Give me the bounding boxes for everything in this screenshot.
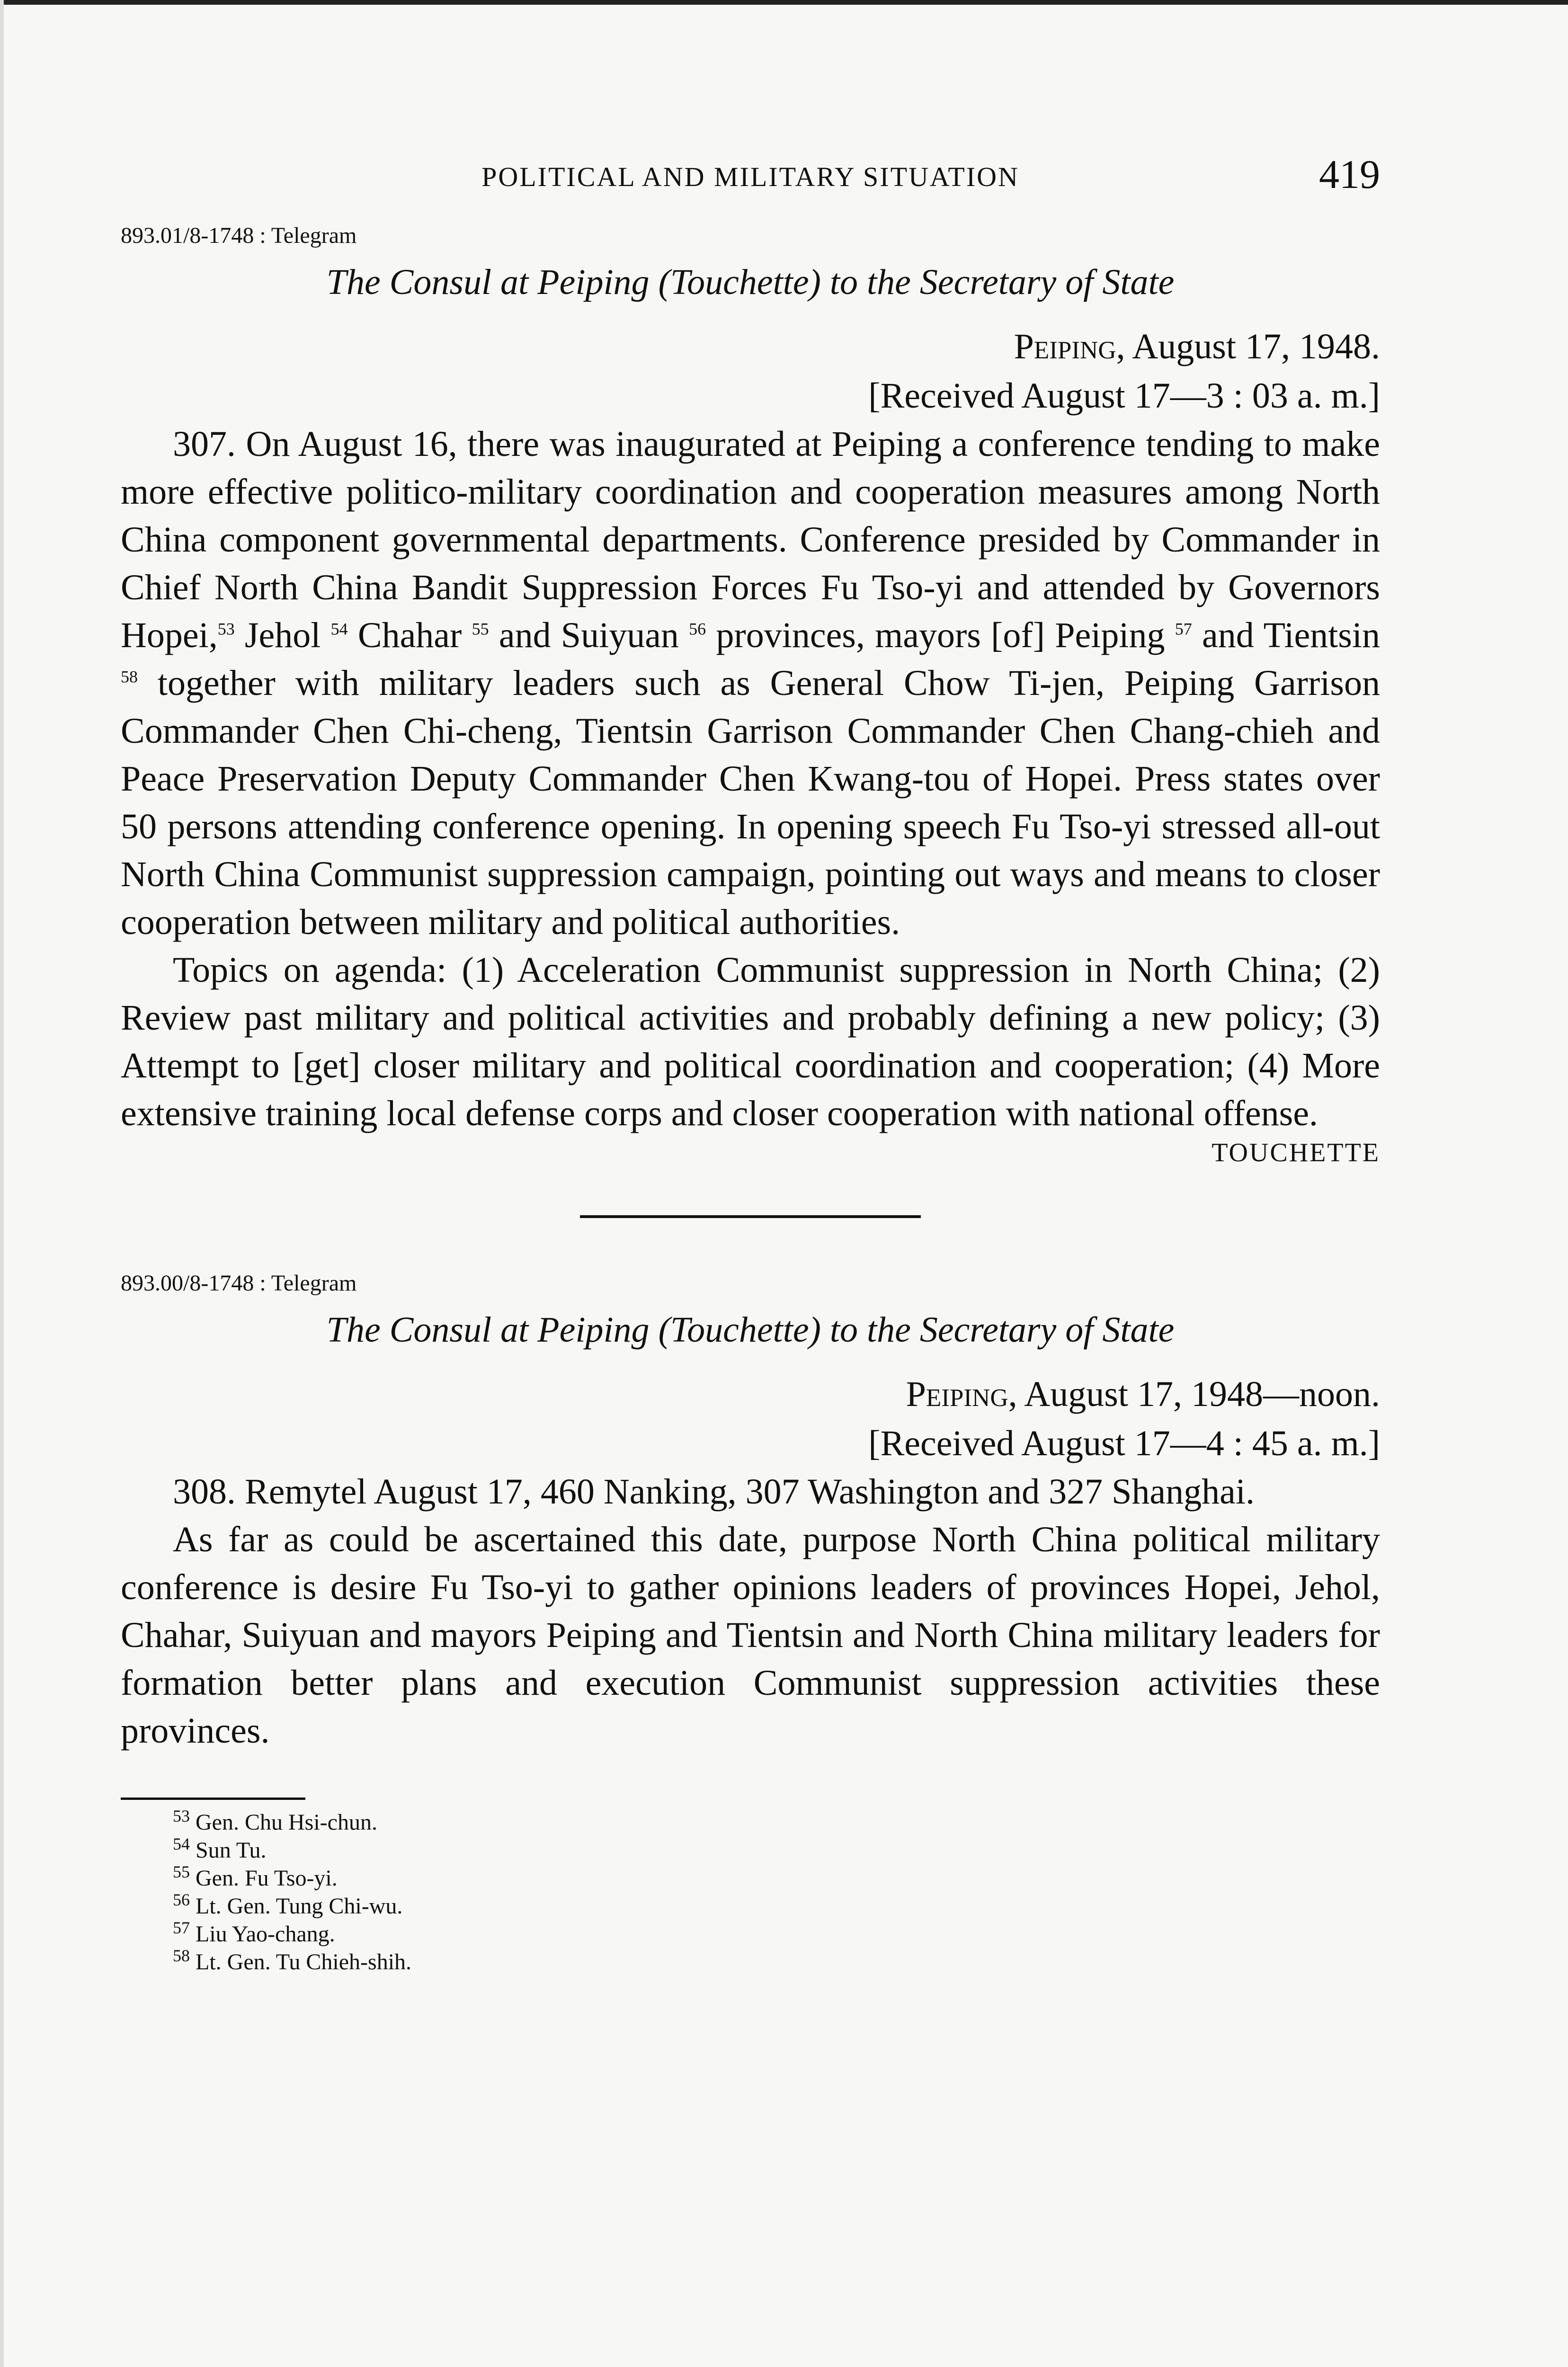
footnote-text: Gen. Fu Tso-yi.	[196, 1866, 338, 1891]
document-title: The Consul at Peiping (Touchette) to the Secretary of State	[326, 1310, 1175, 1350]
footnote-text: Gen. Chu Hsi-chun.	[196, 1810, 377, 1835]
footnotes	[121, 1808, 1380, 1976]
footnote-text: Lt. Gen. Tung Chi-wu.	[196, 1894, 403, 1919]
left-page-edge	[0, 0, 4, 2367]
telegram-307	[121, 222, 1380, 1168]
text-run: together with military leaders such as General Chow Ti-jen, Peiping Garrison Commander Chen Chi-cheng, Tientsin Garrison Commander Chen Chang-chieh and Peace Preservation Deputy Commander Chen Kwang-tou of Hopei. Press states over 50 persons attending conference opening. In opening speech Fu Tso-yi stressed all-out North China Communist suppression campaign, pointing out ways and means to closer cooperation between military and political authorities.	[121, 663, 1380, 942]
file-reference: 893.00/8-1748 : Telegram	[121, 1271, 357, 1296]
top-edge-rule	[0, 0, 1568, 5]
running-head: POLITICAL AND MILITARY SITUATION	[481, 161, 1019, 192]
paragraph-purpose: As far as could be ascertained this date, purpose North China political military conference is desire Fu Tso-yi to gather opinions leaders of provinces Hopei, Jehol, Chahar, Suiyuan and mayors Peiping and Tientsin and North China military leaders for formation better plans and execution Communist suppression activities these provinces.	[121, 1520, 1380, 1751]
footnote-rule	[121, 1797, 305, 1800]
footnote-text: Liu Yao-chang.	[196, 1922, 335, 1947]
footnote-number: 57	[173, 1918, 190, 1937]
text-run: 307. On August 16, there was inaugurated at Peiping a conference tending to make more effective politico-military coordination and cooperation measures among North China component governmental departments. Conference presided by Commander in Chief North China Bandit Suppression Forces Fu Tso-yi and attended by Governors Hopei,	[121, 424, 1380, 655]
paragraph-308: 308. Remytel August 17, 460 Nanking, 307 Washington and 327 Shanghai.	[173, 1472, 1255, 1512]
footnote-57	[173, 1920, 1380, 1948]
text-run: provinces, mayors [of] Peiping	[706, 615, 1175, 655]
signature: TOUCHETTE	[1212, 1138, 1380, 1167]
footnote-text: Lt. Gen. Tu Chieh-shih.	[196, 1949, 412, 1975]
footnote-58	[173, 1948, 1380, 1976]
dateline-date: , August 17, 1948.	[1116, 327, 1380, 366]
footnote-number: 53	[173, 1806, 190, 1825]
received-line: [Received August 17—4 : 45 a. m.]	[868, 1424, 1380, 1463]
paragraph-307	[121, 420, 1380, 946]
footnote-ref-56[interactable]: 56	[689, 619, 706, 639]
dateline-date: , August 17, 1948—noon.	[1008, 1374, 1380, 1414]
footnote-56	[173, 1892, 1380, 1920]
page	[121, 142, 1380, 1976]
telegram-308	[121, 1270, 1380, 1755]
dateline-place: Peiping	[906, 1374, 1008, 1414]
file-reference: 893.01/8-1748 : Telegram	[121, 223, 357, 248]
footnote-number: 55	[173, 1862, 190, 1881]
dateline-place: Peiping	[1014, 327, 1116, 366]
dateline	[121, 1370, 1380, 1419]
footnote-ref-57[interactable]: 57	[1175, 619, 1192, 639]
received-line: [Received August 17—3 : 03 a. m.]	[868, 376, 1380, 416]
footnote-54	[173, 1836, 1380, 1864]
text-run: and Tientsin	[1192, 615, 1380, 655]
footnote-number: 54	[173, 1834, 190, 1853]
footnote-ref-58[interactable]: 58	[121, 667, 138, 686]
page-number: 419	[1319, 151, 1380, 197]
paragraph-agenda: Topics on agenda: (1) Acceleration Communist suppression in North China; (2) Review past military and political activities and probably defining a new policy; (3) Attempt to [get] closer military and political coordination and cooperation; (4) More extensive training local defense corps and closer cooperation with national offense.	[121, 950, 1380, 1133]
footnote-text: Sun Tu.	[196, 1838, 267, 1863]
document-title: The Consul at Peiping (Touchette) to the Secretary of State	[326, 262, 1175, 302]
page-header	[121, 142, 1380, 204]
footnote-ref-54[interactable]: 54	[330, 619, 348, 639]
footnote-ref-53[interactable]: 53	[217, 619, 235, 639]
footnote-number: 58	[173, 1946, 190, 1965]
footnote-number: 56	[173, 1890, 190, 1909]
footnote-53	[173, 1808, 1380, 1836]
dateline	[121, 322, 1380, 371]
text-run: and Suiyuan	[489, 615, 689, 655]
text-run: Jehol	[234, 615, 331, 655]
section-separator	[580, 1215, 921, 1218]
footnote-ref-55[interactable]: 55	[472, 619, 489, 639]
text-run: Chahar	[347, 615, 472, 655]
footnote-55	[173, 1864, 1380, 1892]
